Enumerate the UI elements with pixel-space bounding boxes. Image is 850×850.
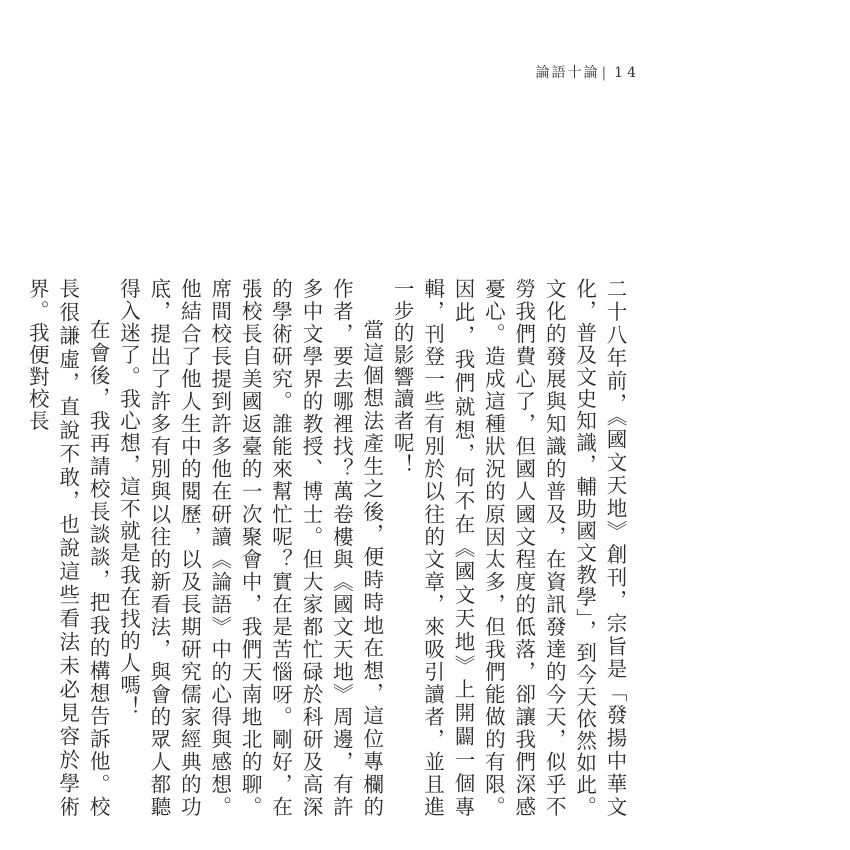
vertical-body-text	[25, 278, 630, 819]
header-separator: |	[601, 65, 609, 81]
book-title: 論語十論	[535, 65, 600, 81]
opening-line: 二十八年前，《國文天地》創刊，宗旨是「發揚中華文化，	[572, 278, 627, 818]
paragraph-2: 當這個想法產生之後，便時時地在想，這位專欄的作者，要去哪裡找？萬卷樓與《國文天地》周邊，有許多中文學界的教授、博士。但大家都忙碌於科研及高深的學術研究。誰能來幫忙呢？實在是苦惱呀。剛好，在張校長自美國返臺的一次聚會中，我們天南地北的聊。席間校長提到許多他在研讀《論語》中的心得與感想。他結合了他人生中的閱歷，以及長期研究儒家經典的功底，提出了許多有別與以往的新看法，與會的眾人都聽得入迷了。我心想，這不就是我在找的人嗎！	[116, 278, 384, 818]
running-header	[535, 62, 640, 82]
paragraph-1-rest: 普及文史知識，輔助國文教學」，到今天依然如此。文化的發展與知識的普及，在資訊發達的今天，似乎不勞我們費心了，但國人國文程度的低落，卻讓我們深感憂心。造成這種狀況的原因太多，但我們能做的有限。因此，我們就想，何不在《國文天地》上開闢一個專輯，刊登一些有別於以往的文章，來吸引讀者，並且進一步的影響讀者呢！	[390, 278, 597, 819]
paragraph-3: 在會後，我再請校長談談，把我的構想告訴他。校長很謙虛，直說不敢，也說這些看法未必見容於學術界。我便對校長	[25, 278, 111, 818]
page-number: 14	[614, 65, 640, 81]
paragraph-1	[387, 278, 630, 818]
